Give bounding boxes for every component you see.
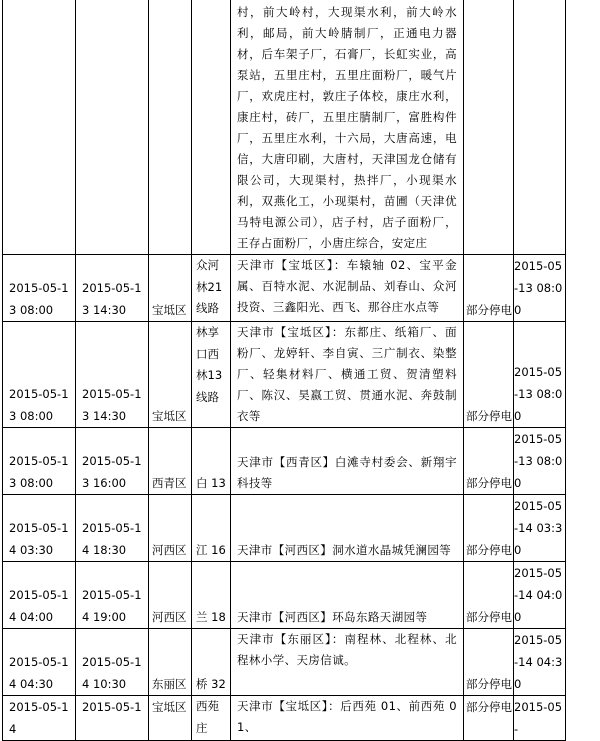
outage-area: 天津市【河西区】环岛东路天湖园等 <box>231 562 464 629</box>
table-row <box>3 696 566 741</box>
restore-time: 2015-05- <box>514 696 566 741</box>
restore-time <box>514 0 566 255</box>
end-time: 2015-05-14 10:30 <box>76 629 149 696</box>
line-name: 西苑庄 <box>192 696 231 741</box>
end-time: 2015-05-1 <box>76 696 149 741</box>
line-name: 白 13 <box>192 428 231 495</box>
district: 宝坻区 <box>149 322 192 428</box>
district: 宝坻区 <box>149 255 192 322</box>
start-time: 2015-05-14 04:30 <box>3 629 76 696</box>
end-time: 2015-05-13 14:30 <box>76 255 149 322</box>
outage-type: 部分停电 <box>464 562 514 629</box>
start-time: 2015-05-13 08:00 <box>3 255 76 322</box>
outage-type: 部分停电 <box>464 495 514 562</box>
line-name <box>192 0 231 255</box>
start-time: 2015-05-14 04:00 <box>3 562 76 629</box>
outage-area: 天津市【河西区】洞水道水晶城凭澜园等 <box>231 495 464 562</box>
district: 东丽区 <box>149 629 192 696</box>
table-row <box>3 255 566 322</box>
table-row <box>3 629 566 696</box>
outage-type: 部分停电 <box>464 696 514 741</box>
outage-type: 部分停电 <box>464 255 514 322</box>
start-time: 2015-05-13 08:00 <box>3 322 76 428</box>
restore-time: 2015-05-14 04:00 <box>514 562 566 629</box>
restore-time: 2015-05-13 08:00 <box>514 255 566 322</box>
outage-area: 天津市【宝坻区】：东都庄、纸箱厂、面粉厂、龙婷轩、李自寅、三广制衣、染整厂、轻集材料厂、横通工贸、贺清塑料厂、陈汉、昊嬴工贸、贯通水泥、奔鼓制衣等 <box>231 322 464 428</box>
outage-area: 天津市【宝坻区】：后西苑 01、前西苑 01、 <box>231 696 464 741</box>
district <box>149 0 192 255</box>
start-time: 2015-05-14 03:30 <box>3 495 76 562</box>
line-name: 众河林21线路 <box>192 255 231 322</box>
table-row <box>3 562 566 629</box>
start-time <box>3 0 76 255</box>
outage-type: 部分停电 <box>464 629 514 696</box>
start-time: 2015-05-13 08:00 <box>3 428 76 495</box>
end-time: 2015-05-14 18:30 <box>76 495 149 562</box>
outage-type: 部分停电 <box>464 322 514 428</box>
start-time: 2015-05-14 <box>3 696 76 741</box>
restore-time: 2015-05-13 08:00 <box>514 428 566 495</box>
district: 宝坻区 <box>149 696 192 741</box>
outage-area: 天津市【西青区】白滩寺村委会、新翔宇科技等 <box>231 428 464 495</box>
outage-area: 天津市【宝坻区】：车辕轴 02、宝平金属、百特水泥、水泥制品、刘春山、众河投资、三鑫阳光、西飞、那谷庄水点等 <box>231 255 464 322</box>
table-row <box>3 495 566 562</box>
outage-type: 部分停电 <box>464 428 514 495</box>
table-row <box>3 322 566 428</box>
district: 河西区 <box>149 495 192 562</box>
end-time: 2015-05-14 19:00 <box>76 562 149 629</box>
outage-area: 村，前大岭村，大现渠水利，前大岭水利，邮局，前大岭腈制厂，正通电力器材，后车架子厂，石膏厂，长虹实业，高泵站，五里庄村，五里庄面粉厂，暖气片厂，欢虎庄村，敦庄子体校，康庄水利，康庄村，砖厂，五里庄腈制厂，富胜构件厂，五里庄水利，十六局，大唐高速，电信，大唐印刷，大唐村，天津国龙仓储有限公司，大现渠村，热拌厂，小现渠水利，双燕化工，小现渠村，苗圃（天津优马特电源公司），店子村，店子面粉厂，王存占面粉厂，小唐庄综合，安定庄 <box>231 0 464 255</box>
restore-time: 2015-05-14 03:30 <box>514 495 566 562</box>
district: 河西区 <box>149 562 192 629</box>
outage-table <box>2 0 566 741</box>
end-time: 2015-05-13 14:30 <box>76 322 149 428</box>
outage-type <box>464 0 514 255</box>
end-time: 2015-05-13 16:00 <box>76 428 149 495</box>
line-name: 林享口西林13线路 <box>192 322 231 428</box>
restore-time: 2015-05-14 04:30 <box>514 629 566 696</box>
table-row <box>3 428 566 495</box>
outage-area: 天津市【东丽区】：南程林、北程林、北程林小学、天房信诚。 <box>231 629 464 696</box>
line-name: 桥 32 <box>192 629 231 696</box>
table-row <box>3 0 566 255</box>
restore-time: 2015-05-13 08:00 <box>514 322 566 428</box>
line-name: 兰 18 <box>192 562 231 629</box>
end-time <box>76 0 149 255</box>
line-name: 江 16 <box>192 495 231 562</box>
district: 西青区 <box>149 428 192 495</box>
